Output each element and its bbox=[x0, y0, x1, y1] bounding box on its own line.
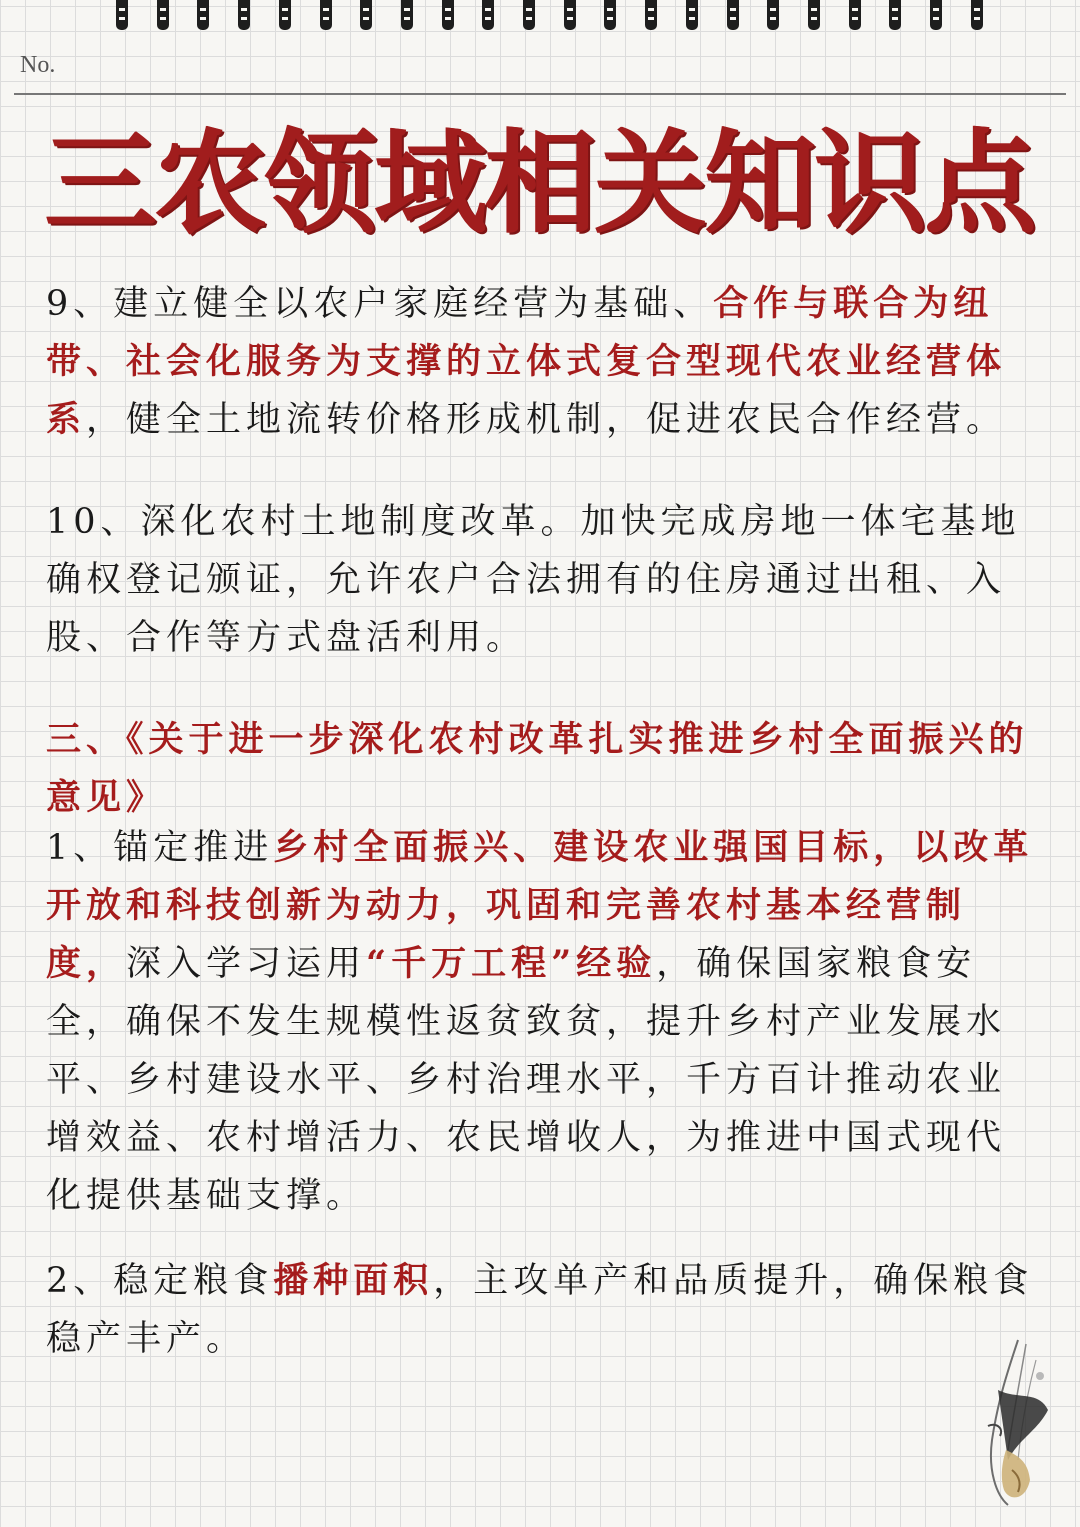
binding-ring bbox=[157, 0, 169, 30]
paragraph-10 bbox=[46, 493, 1041, 667]
binding-ring bbox=[360, 0, 372, 30]
paragraph-2-highlight: 播种面积 bbox=[273, 1260, 434, 1301]
paragraph-10-text: 10、深化农村土地制度改革。加快完成房地一体宅基地确权登记颁证，允许农户合法拥有的住房通过出租、入股、合作等方式盘活利用。 bbox=[46, 502, 1021, 658]
binding-ring bbox=[442, 0, 454, 30]
binding-ring bbox=[971, 0, 983, 30]
paragraph-2-text-2: ，主攻单产和品质提升，确保粮食稳产丰产。 bbox=[46, 1261, 1034, 1359]
binding-ring bbox=[727, 0, 739, 30]
binding-ring bbox=[686, 0, 698, 30]
paragraph-1-text-1: 1、锚定推进 bbox=[46, 828, 274, 868]
binding-ring bbox=[767, 0, 779, 30]
page-title: 三农领域相关知识点 bbox=[45, 119, 1035, 249]
binding-ring bbox=[320, 0, 332, 30]
paragraph-1-text-2: 深入学习运用 bbox=[126, 944, 367, 984]
binding-ring bbox=[197, 0, 209, 30]
binding-ring bbox=[482, 0, 494, 30]
paragraph-9-text-2: ，健全土地流转价格形成机制，促进农民合作经营。 bbox=[86, 400, 1007, 440]
binding-ring bbox=[401, 0, 413, 30]
paragraph-1 bbox=[46, 819, 1041, 1225]
binding-ring bbox=[604, 0, 616, 30]
ink-brush-decoration bbox=[978, 1330, 1058, 1510]
notebook-binding bbox=[0, 0, 1080, 38]
binding-ring bbox=[930, 0, 942, 30]
paragraph-9 bbox=[46, 275, 1041, 449]
paragraph-9-text-1: 9、建立健全以农户家庭经营为基础、 bbox=[46, 284, 714, 324]
paragraph-2 bbox=[46, 1252, 1041, 1368]
header-divider bbox=[14, 93, 1066, 95]
paragraph-2-text-1: 2、稳定粮食 bbox=[46, 1261, 274, 1301]
section-3-heading: 三、《关于进一步深化农村改革扎实推进乡村全面振兴的意见》 bbox=[46, 719, 1029, 818]
paragraph-1-text-3: ，确保国家粮食安全，确保不发生规模性返贫致贫，提升乡村产业发展水平、乡村建设水平、乡村治理水平，千方百计推动农业增效益、农村增活力、农民增收人，为推进中国式现代化提供基础支撑。 bbox=[46, 944, 1007, 1216]
binding-ring bbox=[116, 0, 128, 30]
binding-ring bbox=[564, 0, 576, 30]
paragraph-1-highlight-1: 乡村全面振兴、建设农业强国目标，以改革开放和科技创新为动力，巩固和完善农村基本经营制度， bbox=[46, 827, 1034, 984]
binding-ring bbox=[849, 0, 861, 30]
binding-ring bbox=[523, 0, 535, 30]
page-number-label: No. bbox=[20, 52, 56, 78]
binding-ring bbox=[889, 0, 901, 30]
paragraph-1-highlight-2: “千万工程”经验 bbox=[366, 943, 657, 984]
paragraph-9-highlight: 合作与联合为纽带、社会化服务为支撑的立体式复合型现代农业经营体系 bbox=[46, 283, 1007, 440]
binding-ring bbox=[645, 0, 657, 30]
binding-ring bbox=[238, 0, 250, 30]
binding-ring bbox=[808, 0, 820, 30]
binding-ring bbox=[279, 0, 291, 30]
